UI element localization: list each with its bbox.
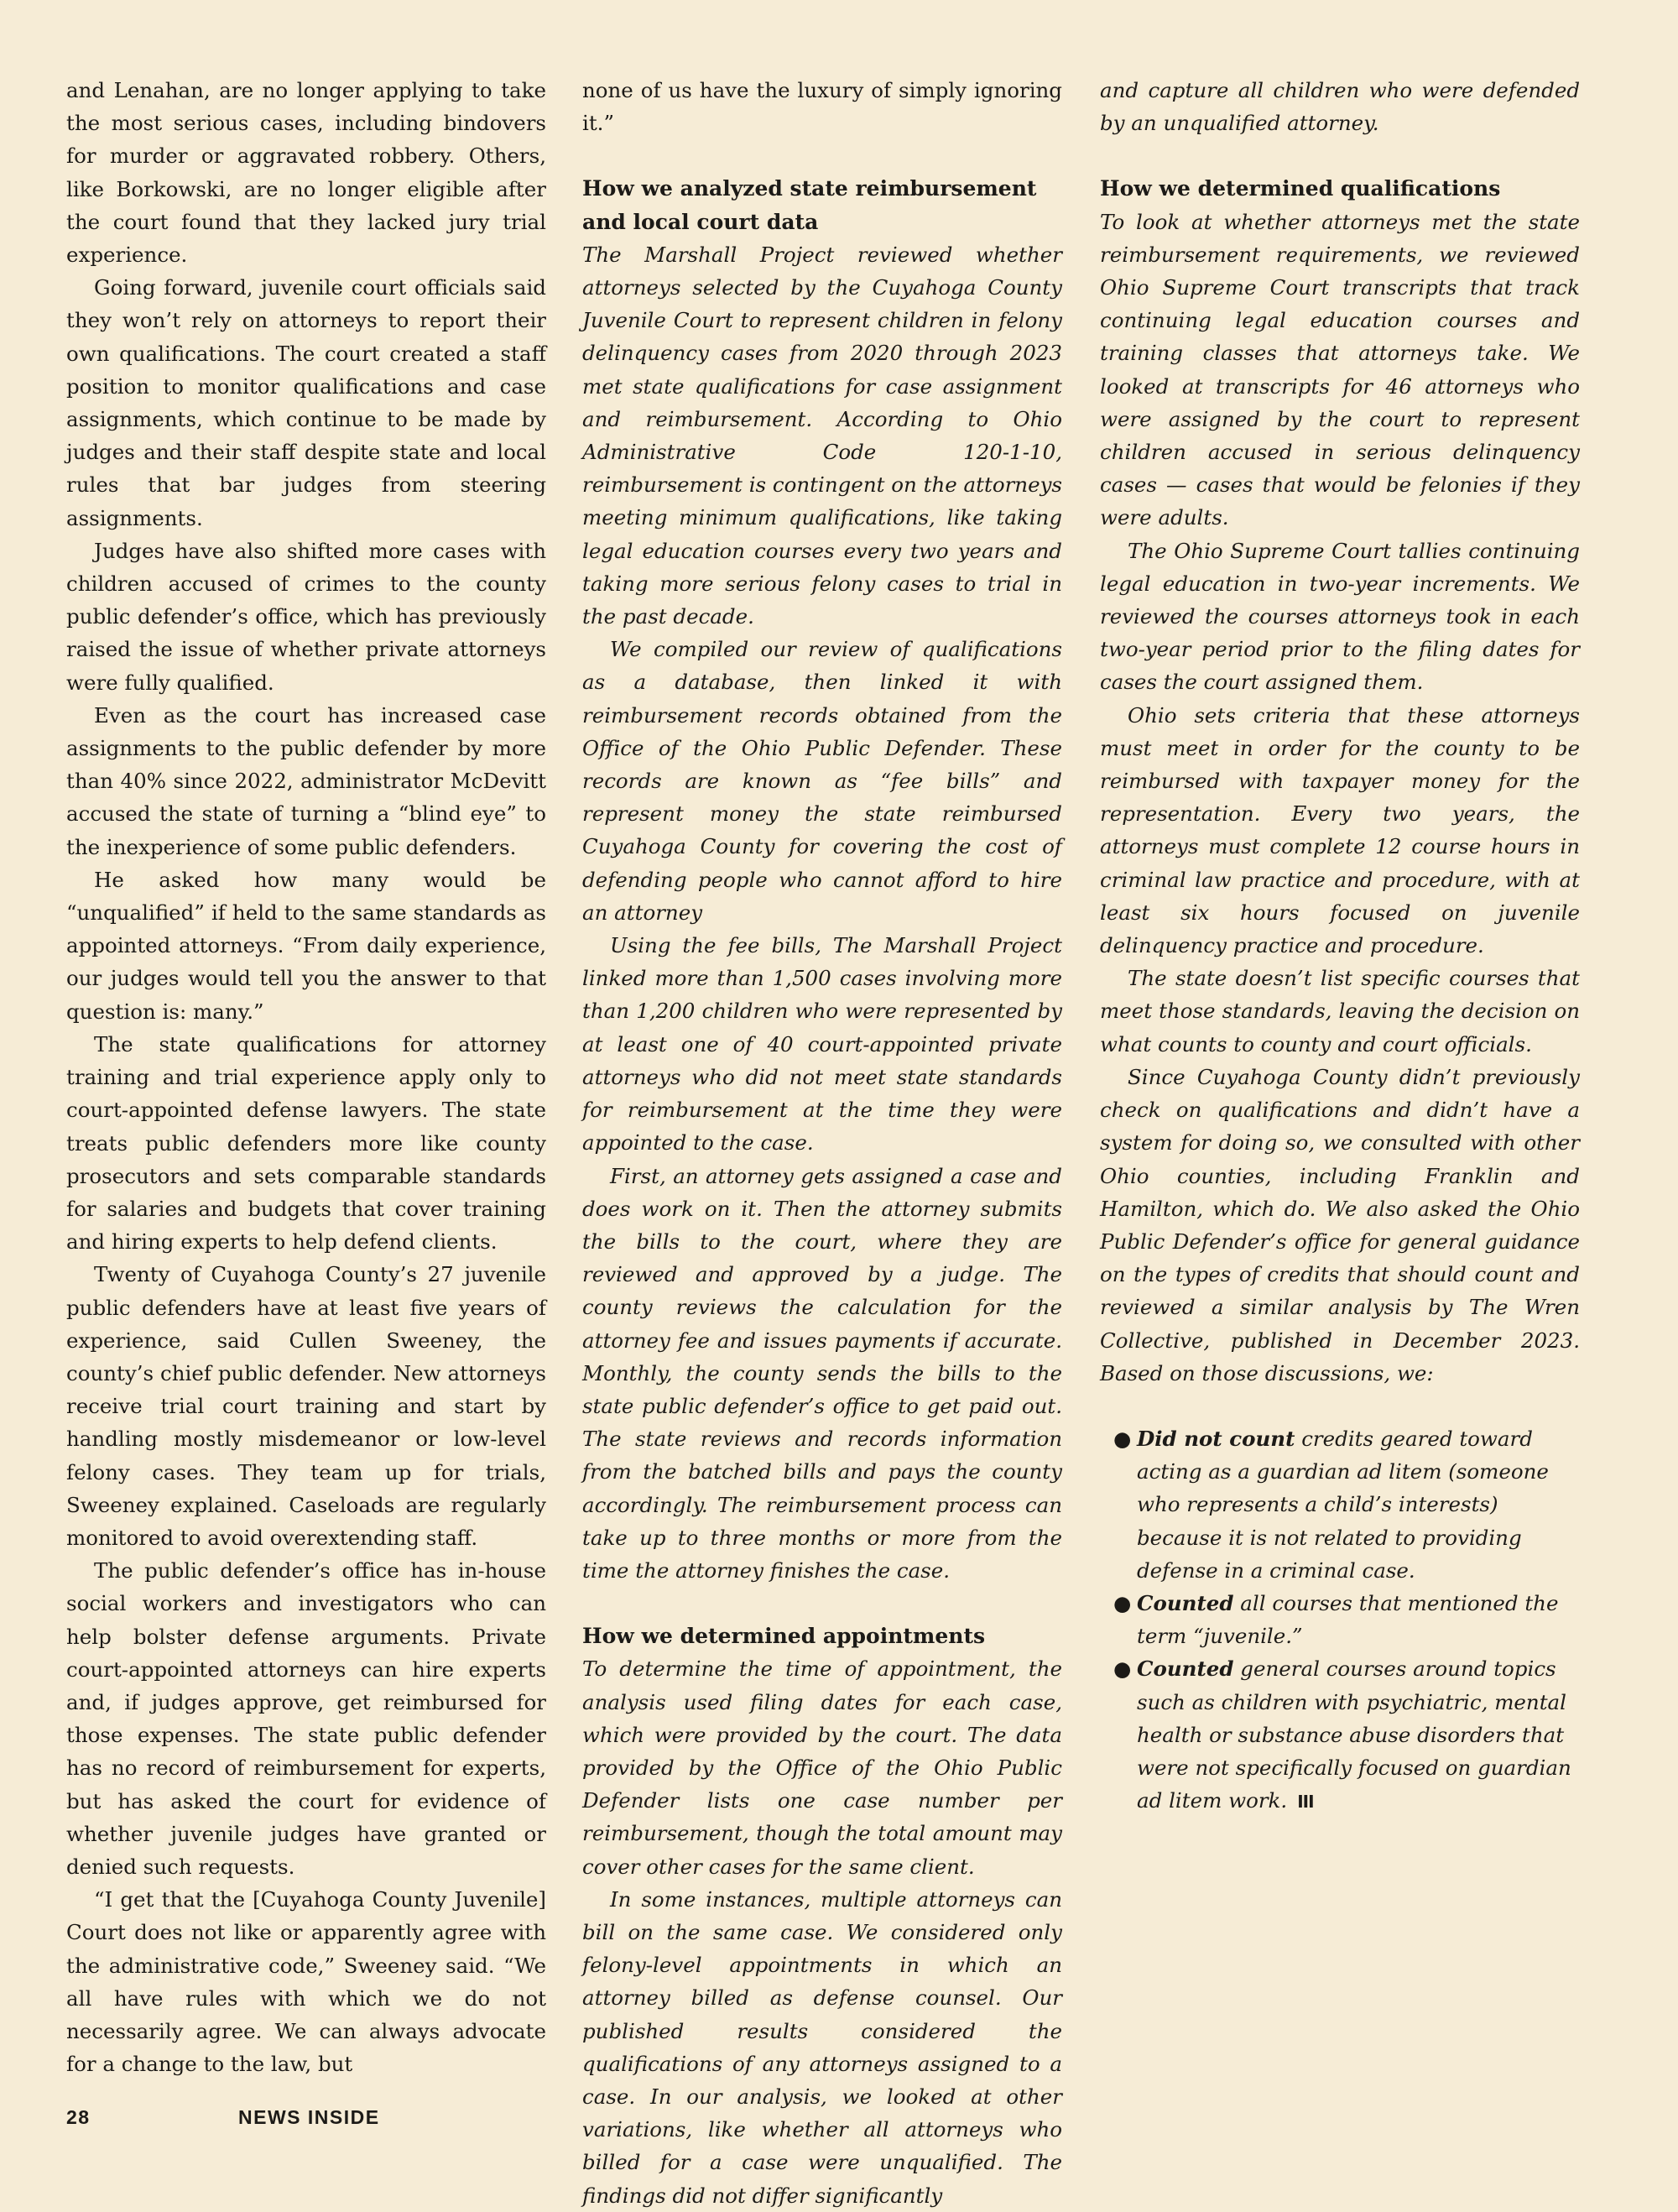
- paragraph: In some instances, multiple attorneys can bill on the same case. We considered only felony-level appointments in which an attorney billed as defense counsel. Our published results considered the qualifications of any attorneys assigned to a case. In our analysis, we looked at other variations, like whether all attorneys who billed for a case were unqualified. The findings did not differ significantly: [582, 1886, 1062, 2208]
- paragraph: First, an attorney gets assigned a case and does work on it. Then the attorney submits the bills to the court, where they are reviewed and approved by a judge. The county reviews the calculation for the attorney fee and issues payments if accurate. Monthly, the county sends the bills to the state public defender’s office to get paid out. The state reviews and records information from the batched bills and pays the county accordingly. The reimbursement process can take up to three months or more from the time the attorney finishes the case.: [582, 1163, 1062, 1583]
- criteria-list: [1100, 1422, 1580, 1818]
- section-heading: How we determined qualifications: [1100, 176, 1501, 201]
- paragraph: none of us have the luxury of simply ignoring it.”: [582, 78, 1062, 136]
- column-2: [582, 74, 1062, 2212]
- column-1: [66, 74, 546, 2080]
- paragraph: To look at whether attorneys met the state reimbursement requirements, we reviewed Ohio Supreme Court transcripts that track continuing legal education courses and training classes that attorneys take. We looked at transcripts for 46 attorneys who were assigned by the court to represent children accused in serious delinquency cases — cases that would be felonies if they were adults.: [1100, 209, 1580, 530]
- section-name: NEWS INSIDE: [238, 2106, 380, 2128]
- bullet-icon: ●: [1113, 1656, 1132, 1682]
- column-3: [1100, 74, 1580, 1818]
- paragraph: The Marshall Project reviewed whether attorneys selected by the Cuyahoga County Juvenile Court to represent children in felony delinquency cases from 2020 through 2023 met state qualifications for case assignment and reimbursement. According to Ohio Administrative Code 120-1-10, reimbursement is contingent on the attorneys meeting minimum qualifications, like taking legal education courses every two years and taking more serious felony cases to trial in the past decade.: [582, 242, 1062, 629]
- paragraph: Ohio sets criteria that these attorneys must meet in order for the county to be reimbursed with taxpayer money for the representation. Every two years, the attorneys must complete 12 course hours in criminal law practice and procedure, with at least six hours focused on juvenile delinquency practice and procedure.: [1100, 702, 1580, 958]
- end-mark-icon: III: [1297, 1792, 1314, 1813]
- paragraph: The state qualifications for attorney training and trial experience apply only to court-appointed defense lawyers. The state treats public defenders more like county prosecutors and sets comparable standards for salaries and budgets that cover training and hiring experts to help defend clients.: [66, 1031, 546, 1255]
- paragraph: Using the fee bills, The Marshall Project linked more than 1,500 cases involving more than 1,200 children who were represented by at least one of 40 court-appointed private attorneys who did not meet state standards for reimbursement at the time they were appointed to the case.: [582, 933, 1062, 1156]
- bullet-icon: ●: [1113, 1426, 1132, 1451]
- section-heading: How we determined appointments: [582, 1624, 986, 1649]
- page-number: 28: [66, 2106, 91, 2128]
- list-item: ● Did not count credits geared toward acting as a guardian ad litem (someone who represents a child’s interests) because it is not related to providing defense in a criminal case.: [1100, 1422, 1580, 1587]
- paragraph: “I get that the [Cuyahoga County Juvenile] Court does not like or apparently agree with the administrative code,” Sweeney said. “We all have rules with which we do not necessarily agree. We can always advocate for a change to the law, but: [66, 1887, 546, 2077]
- paragraph: Judges have also shifted more cases with children accused of crimes to the county public defender’s office, which has previously raised the issue of whether private attorneys were fully qualified.: [66, 538, 546, 695]
- paragraph: The Ohio Supreme Court tallies continuing legal education in two-year increments. We reviewed the courses attorneys took in each two-year period prior to the filing dates for cases the court assigned them.: [1100, 538, 1580, 695]
- list-item: ● Counted all courses that mentioned the term “juvenile.”: [1100, 1587, 1580, 1652]
- paragraph: Since Cuyahoga County didn’t previously check on qualifications and didn’t have a system for doing so, we consulted with other Ohio counties, including Franklin and Hamilton, which do. We also asked the Ohio Public Defender’s office for general guidance on the types of credits that should count and reviewed a similar analysis by The Wren Collective, published in December 2023. Based on those discussions, we:: [1100, 1064, 1580, 1385]
- paragraph: To determine the time of appointment, the analysis used filing dates for each case, which were provided by the court. The data provided by the Office of the Ohio Public Defender lists one case number per reimbursement, though the total amount may cover other cases for the same client.: [582, 1656, 1062, 1879]
- list-item: ● Counted general courses around topics such as children with psychiatric, mental health or substance abuse disorders that were not specifically focused on guardian ad litem work. III: [1100, 1652, 1580, 1818]
- paragraph: The public defender’s office has in-house social workers and investigators who can help bolster defense arguments. Private court-appointed attorneys can hire experts and, if judges approve, get reimbursed for those expenses. The state public defender has no record of reimbursement for experts, but has asked the court for evidence of whether juvenile judges have granted or denied such requests.: [66, 1558, 546, 1879]
- paragraph: We compiled our review of qualifications as a database, then linked it with reimbursement records obtained from the Office of the Ohio Public Defender. These records are known as “fee bills” and represent money the state reimbursed Cuyahoga County for covering the cost of defending people who cannot afford to hire an attorney: [582, 637, 1062, 925]
- paragraph: and Lenahan, are no longer applying to take the most serious cases, including bindovers for murder or aggravated robbery. Others, like Borkowski, are no longer eligible after the court found that they lacked jury trial experience.: [66, 78, 546, 268]
- paragraph: He asked how many would be “unqualified” if held to the same standards as appointed attorneys. “From daily experience, our judges would tell you the answer to that question is: many.”: [66, 867, 546, 1024]
- paragraph: and capture all children who were defended by an unqualified attorney.: [1100, 78, 1580, 136]
- paragraph: Going forward, juvenile court officials said they won’t rely on attorneys to report their own qualifications. The court created a staff position to monitor qualifications and case assignments, which continue to be made by judges and their staff despite state and local rules that bar judges from steering assignments.: [66, 275, 546, 530]
- paragraph: Twenty of Cuyahoga County’s 27 juvenile public defenders have at least five years of experience, said Cullen Sweeney, the county’s chief public defender. New attorneys receive trial court training and start by handling mostly misdemeanor or low-level felony cases. They team up for trials, Sweeney explained. Caseloads are regularly monitored to avoid overextending staff.: [66, 1262, 546, 1550]
- paragraph: Even as the court has increased case assignments to the public defender by more than 40% since 2022, administrator McDevitt accused the state of turning a “blind eye” to the inexperience of some public defenders.: [66, 702, 546, 859]
- section-heading: How we analyzed state reimbursement and local court data: [582, 176, 1037, 234]
- paragraph: The state doesn’t list specific courses that meet those standards, leaving the decision on what counts to county and court officials.: [1100, 966, 1580, 1056]
- bullet-icon: ●: [1113, 1590, 1132, 1615]
